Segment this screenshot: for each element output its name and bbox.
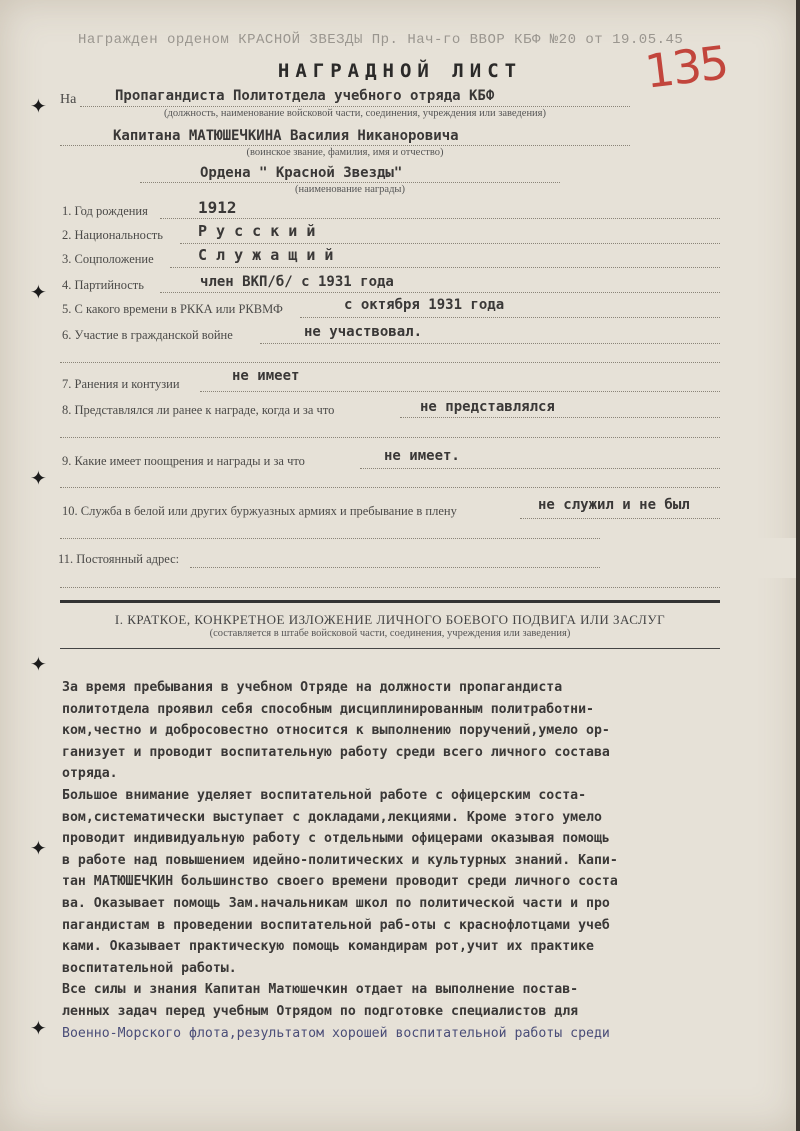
field-label-address: 11. Постоянный адрес: xyxy=(58,552,180,566)
binding-mark-icon: ✦ xyxy=(30,280,47,304)
redacted-area xyxy=(600,538,800,578)
field-value-party: член ВКП/б/ с 1931 года xyxy=(200,274,394,290)
body-line: в работе над повышением идейно-политических и культурных знаний. Капи- xyxy=(62,852,618,868)
body-line: ва. Оказывает помощь Зам.начальникам школ по политической части и про xyxy=(62,895,610,911)
field-value-service-start: с октября 1931 года xyxy=(344,297,505,313)
field-label-civil-war: 6. Участие в гражданской войне xyxy=(62,328,233,342)
field-line xyxy=(200,391,720,392)
field-label-service-start: 5. С какого времени в РККА или РКВМФ xyxy=(62,302,283,316)
binding-mark-icon: ✦ xyxy=(30,652,47,676)
award-name: Ордена " Красной Звезды" xyxy=(200,165,403,181)
position-line xyxy=(80,106,630,107)
field-label-birth-year: 1. Год рождения xyxy=(62,204,148,218)
body-line: отряда. xyxy=(62,766,118,782)
field-label-party: 4. Партийность xyxy=(62,278,144,292)
na-label: На xyxy=(60,92,77,107)
award-caption: (наименование награды) xyxy=(295,184,405,195)
body-line: ганизует и проводит воспитательную работу среди всего личного состава xyxy=(62,744,610,760)
field-value-commendations: не имеет. xyxy=(384,448,460,464)
field-value-nationality: Р у с с к и й xyxy=(198,222,316,240)
body-line: политотдела проявил себя способным дисциплинированным политработни- xyxy=(62,701,594,717)
field-line xyxy=(60,487,720,488)
award-order-note: Награжден орденом КРАСНОЙ ЗВЕЗДЫ Пр. Нач-го ВВОР КБФ №20 от 19.05.45 xyxy=(78,32,684,48)
field-line xyxy=(300,317,720,318)
body-line: ком,честно и добросовестно относится к выполнению поручений,умело ор- xyxy=(62,723,610,739)
body-line: тан МАТЮШЕЧКИН большинство своего времени проводит среди личного соста xyxy=(62,874,618,890)
field-label-commendations: 9. Какие имеет поощрения и награды и за что xyxy=(62,454,305,468)
field-label-nationality: 2. Национальность xyxy=(62,228,163,242)
body-line: Все силы и знания Капитан Матюшечкин отдает на выполнение постав- xyxy=(62,982,579,998)
name-caption: (воинское звание, фамилия, имя и отчество) xyxy=(246,147,444,158)
field-value-white-army: не служил и не был xyxy=(538,497,690,513)
binding-mark-icon: ✦ xyxy=(30,466,47,490)
field-value-prior-awards: не представлялся xyxy=(420,399,555,415)
field-line xyxy=(160,218,720,219)
body-line: За время пребывания в учебном Отряде на должности пропагандиста xyxy=(62,680,563,695)
body-line: ками. Оказывает практическую помощь командирам рот,учит их практике xyxy=(62,939,594,955)
body-line: вом,систематически выступает с докладами,лекциями. Кроме этого умело xyxy=(62,809,602,825)
body-line: проводит индивидуальную работу с отдельными офицерами оказывая помощь xyxy=(62,831,610,847)
field-line xyxy=(60,437,720,438)
merit-description xyxy=(62,677,774,1044)
body-line: Большое внимание уделяет воспитательной работе с офицерским соста- xyxy=(62,787,587,803)
section-title: I. КРАТКОЕ, КОНКРЕТНОЕ ИЗЛОЖЕНИЕ ЛИЧНОГО БОЕВОГО ПОДВИГА ИЛИ ЗАСЛУГ xyxy=(114,612,666,627)
section-subtitle: (составляется в штабе войсковой части, соединения, учреждения или заведения) xyxy=(209,628,571,639)
field-line xyxy=(520,518,720,519)
field-line xyxy=(180,243,720,244)
field-line xyxy=(160,292,720,293)
body-line: пагандистам в проведении воспитательной раб-оты с краснофлотцами учеб xyxy=(62,917,610,933)
field-line xyxy=(170,267,720,268)
field-value-birth-year: 1912 xyxy=(198,198,237,217)
section-rule-bottom xyxy=(60,648,720,649)
field-label-white-army: 10. Служба в белой или других буржуазных армиях и пребывание в плену xyxy=(62,504,457,518)
page-edge xyxy=(796,0,800,1131)
field-value-wounds: не имеет xyxy=(232,368,300,384)
binding-mark-icon: ✦ xyxy=(30,1016,47,1040)
nominee-position: Пропагандиста Политотдела учебного отряда КБФ xyxy=(115,88,495,104)
field-line xyxy=(60,587,720,588)
document-title: НАГРАДНОЙ ЛИСТ xyxy=(277,60,523,82)
position-caption: (должность, наименование войсковой части, соединения, учреждения или заведения) xyxy=(163,108,547,119)
award-line xyxy=(140,182,560,183)
body-line: Военно-Морского флота,результатом хорошей воспитательной работы среди xyxy=(62,1025,610,1041)
nominee-name: Капитана МАТЮШЕЧКИНА Василия Никаноровича xyxy=(113,128,459,144)
field-line xyxy=(360,468,720,469)
field-label-prior-awards: 8. Представлялся ли ранее к награде, когда и за что xyxy=(62,403,335,417)
body-line: ленных задач перед учебным Отрядом по подготовке специалистов для xyxy=(62,1003,579,1019)
field-line xyxy=(60,362,720,363)
name-line xyxy=(60,145,630,146)
field-line xyxy=(400,417,720,418)
field-label-social-status: 3. Соцположение xyxy=(62,252,154,266)
section-rule-top xyxy=(60,600,720,603)
field-value-social-status: С л у ж а щ и й xyxy=(198,246,334,264)
binding-mark-icon: ✦ xyxy=(30,94,47,118)
field-value-civil-war: не участвовал. xyxy=(304,324,423,340)
binding-mark-icon: ✦ xyxy=(30,836,47,860)
field-line xyxy=(260,343,720,344)
field-label-wounds: 7. Ранения и контузии xyxy=(62,377,180,391)
body-line: воспитательной работы. xyxy=(62,960,237,976)
archive-mark: 135 xyxy=(642,35,730,99)
